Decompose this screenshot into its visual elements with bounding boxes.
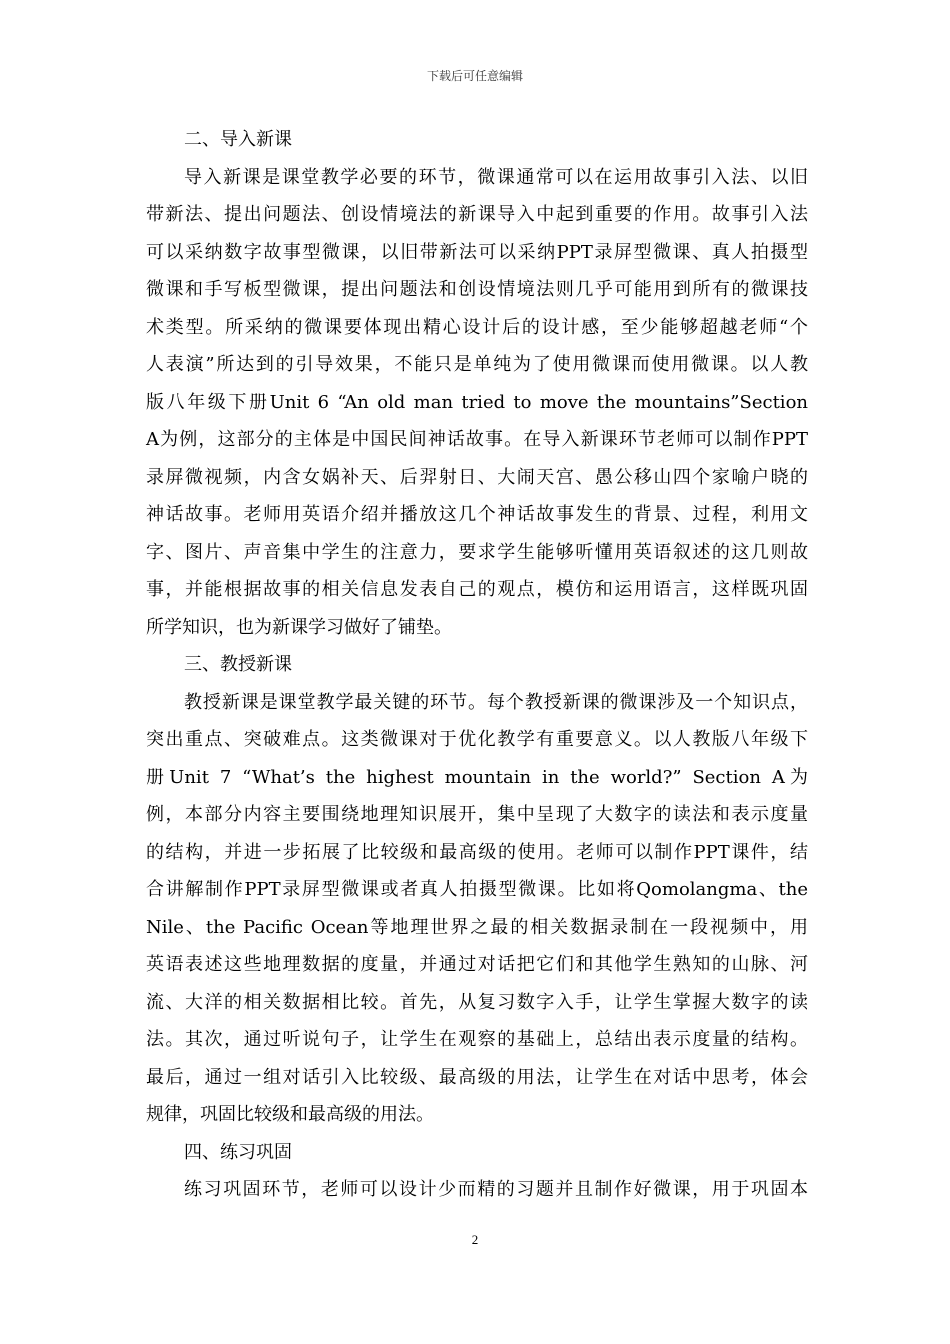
text-line: 法。其次，通过听说句子，让学生在观察的基础上，总结出表示度量的结构。 <box>146 1029 808 1050</box>
text-line: 英语表述这些地理数据的度量，并通过对话把它们和其他学生熟知的山脉、河 <box>146 954 808 975</box>
text-line: 合讲解制作PPT录屏型微课或者真人拍摄型微课。比如将Qomolangma、the <box>146 879 808 900</box>
section-heading-practice: 四、练习巩固 <box>184 1141 292 1163</box>
section-heading-teaching: 三、教授新课 <box>184 654 292 675</box>
text-line: 字、图片、声音集中学生的注意力，要求学生能够听懂用英语叙述的这几则故 <box>146 541 808 563</box>
document-body <box>146 121 808 1209</box>
text-line: 的结构，并进一步拓展了比较级和最高级的使用。老师可以制作PPT课件，结 <box>146 841 808 863</box>
text-line: 术类型。所采纳的微课要体现出精心设计后的设计感，至少能够超越老师“个 <box>146 316 808 338</box>
section-paragraph-practice <box>146 1171 808 1209</box>
page-number: 2 <box>471 1232 479 1247</box>
text-line: 所学知识，也为新课学习做好了铺垫。 <box>146 616 452 638</box>
text-line: 最后，通过一组对话引入比较级、最高级的用法，让学生在对话中思考，体会 <box>146 1066 808 1088</box>
section-paragraph-teaching <box>146 684 808 1134</box>
text-line: 录屏微视频，内含女娲补天、后羿射日、大闹天宫、愚公移山四个家喻户晓的 <box>146 466 808 488</box>
text-line: 神话故事。老师用英语介绍并播放这几个神话故事发生的背景、过程，利用文 <box>146 504 808 525</box>
text-line: 可以采纳数字故事型微课，以旧带新法可以采纳PPT录屏型微课、真人拍摄型 <box>146 241 808 263</box>
text-line: 事，并能根据故事的相关信息发表自己的观点，模仿和运用语言，这样既巩固 <box>146 579 808 600</box>
text-line: 教授新课是课堂教学最关键的环节。每个教授新课的微课涉及一个知识点， <box>184 691 808 713</box>
page-header-note: 下载后可任意编辑 <box>426 69 523 83</box>
text-line: 人表演”所达到的引导效果，不能只是单纯为了使用微课而使用微课。以人教 <box>146 354 808 375</box>
section-paragraph-import <box>146 159 808 647</box>
text-line: 带新法、提出问题法、创设情境法的新课导入中起到重要的作用。故事引入法 <box>146 204 808 225</box>
text-line: 例，本部分内容主要围绕地理知识展开，集中呈现了大数字的读法和表示度量 <box>146 804 808 825</box>
text-line: 微课和手写板型微课，提出问题法和创设情境法则几乎可能用到所有的微课技 <box>146 279 808 300</box>
text-line: 突出重点、突破难点。这类微课对于优化教学有重要意义。以人教版八年级下 <box>146 729 808 750</box>
text-line: 规律，巩固比较级和最高级的用法。 <box>146 1104 434 1125</box>
section-heading-import: 二、导入新课 <box>184 129 292 150</box>
text-line: 练习巩固环节，老师可以设计少而精的习题并且制作好微课，用于巩固本 <box>184 1179 808 1200</box>
text-line: Nile、the Pacific Ocean等地理世界之最的相关数据录制在一段视频中，用 <box>146 916 808 938</box>
text-line: 版八年级下册Unit 6 “An old man tried to move the mountains”Section <box>146 391 808 413</box>
text-line: 导入新课是课堂教学必要的环节，微课通常可以在运用故事引入法、以旧 <box>184 166 808 188</box>
text-line: A为例，这部分的主体是中国民间神话故事。在导入新课环节老师可以制作PPT <box>146 429 808 450</box>
text-line: 册Unit 7 “What’s the highest mountain in the world?” Section A为 <box>146 766 808 788</box>
text-line: 流、大洋的相关数据相比较。首先，从复习数字入手，让学生掌握大数字的读 <box>146 991 808 1013</box>
